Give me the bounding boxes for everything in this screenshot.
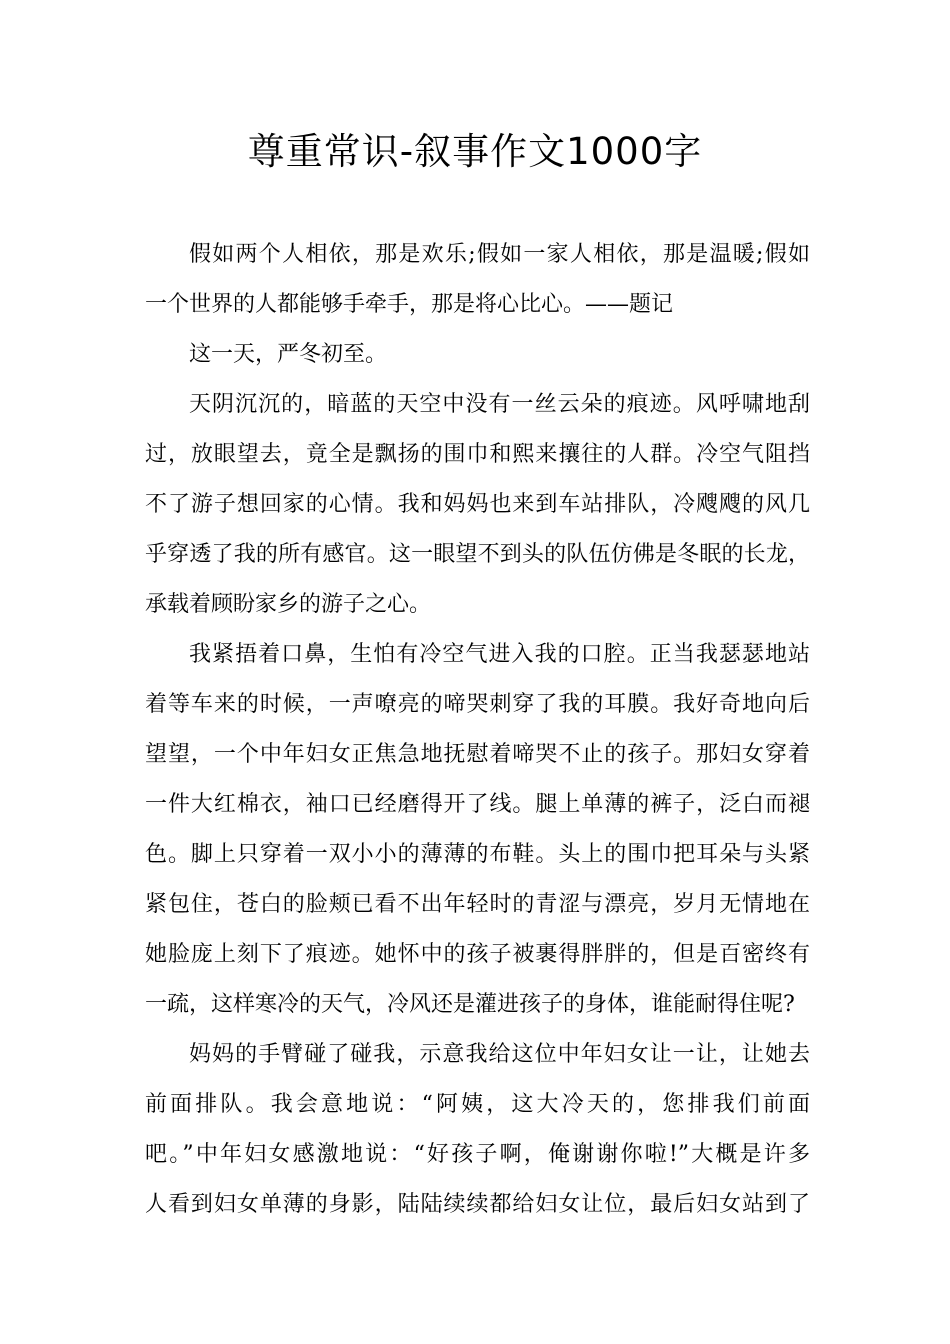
paragraph-3-line-3: 不了游子想回家的心情。我和妈妈也来到车站排队，冷飕飕的风几 (145, 492, 810, 517)
paragraph-4-line-5: 色。脚上只穿着一双小小的薄薄的布鞋。头上的围巾把耳朵与头紧 (145, 842, 810, 867)
paragraph-4-line-6: 紧包住，苍白的脸颊已看不出年轻时的青涩与漂亮，岁月无情地在 (145, 892, 810, 917)
paragraph-5-line-1: 妈妈的手臂碰了碰我，示意我给这位中年妇女让一让，让她去 (189, 1042, 810, 1067)
paragraph-5-line-3: 吧。”中年妇女感激地说：“好孩子啊，俺谢谢你啦!”大概是许多 (145, 1142, 810, 1167)
paragraph-4-line-7: 她脸庞上刻下了痕迹。她怀中的孩子被裹得胖胖的，但是百密终有 (145, 942, 810, 967)
document-title: 尊重常识-叙事作文1000字 (247, 130, 703, 173)
paragraph-5-line-4: 人看到妇女单薄的身影，陆陆续续都给妇女让位，最后妇女站到了 (145, 1192, 810, 1217)
paragraph-4-line-8: 一疏，这样寒冷的天气，冷风还是灌进孩子的身体，谁能耐得住呢? (145, 992, 795, 1017)
paragraph-5-line-2: 前面排队。我会意地说：“阿姨，这大冷天的，您排我们前面 (145, 1092, 810, 1117)
paragraph-4-line-4: 一件大红棉衣，袖口已经磨得开了线。腿上单薄的裤子，泛白而褪 (145, 792, 810, 817)
paragraph-2-line-1: 这一天，严冬初至。 (189, 342, 388, 367)
paragraph-3-line-1: 天阴沉沉的，暗蓝的天空中没有一丝云朵的痕迹。风呼啸地刮 (189, 392, 810, 417)
paragraph-1-line-2: 一个世界的人都能够手牵手，那是将心比心。——题记 (145, 292, 674, 317)
document-body (145, 230, 810, 1230)
paragraph-1-line-1: 假如两个人相依，那是欢乐;假如一家人相依，那是温暖;假如 (189, 242, 810, 267)
paragraph-3-line-5: 承载着顾盼家乡的游子之心。 (145, 592, 432, 617)
paragraph-3-line-4: 乎穿透了我的所有感官。这一眼望不到头的队伍仿佛是冬眠的长龙， (145, 542, 810, 567)
paragraph-3-line-2: 过，放眼望去，竟全是飘扬的围巾和熙来攘往的人群。冷空气阻挡 (145, 442, 810, 467)
paragraph-4-line-3: 望望，一个中年妇女正焦急地抚慰着啼哭不止的孩子。那妇女穿着 (145, 742, 810, 767)
paragraph-4-line-1: 我紧捂着口鼻，生怕有冷空气进入我的口腔。正当我瑟瑟地站 (189, 642, 810, 667)
paragraph-4-line-2: 着等车来的时候，一声嘹亮的啼哭刺穿了我的耳膜。我好奇地向后 (145, 692, 810, 717)
